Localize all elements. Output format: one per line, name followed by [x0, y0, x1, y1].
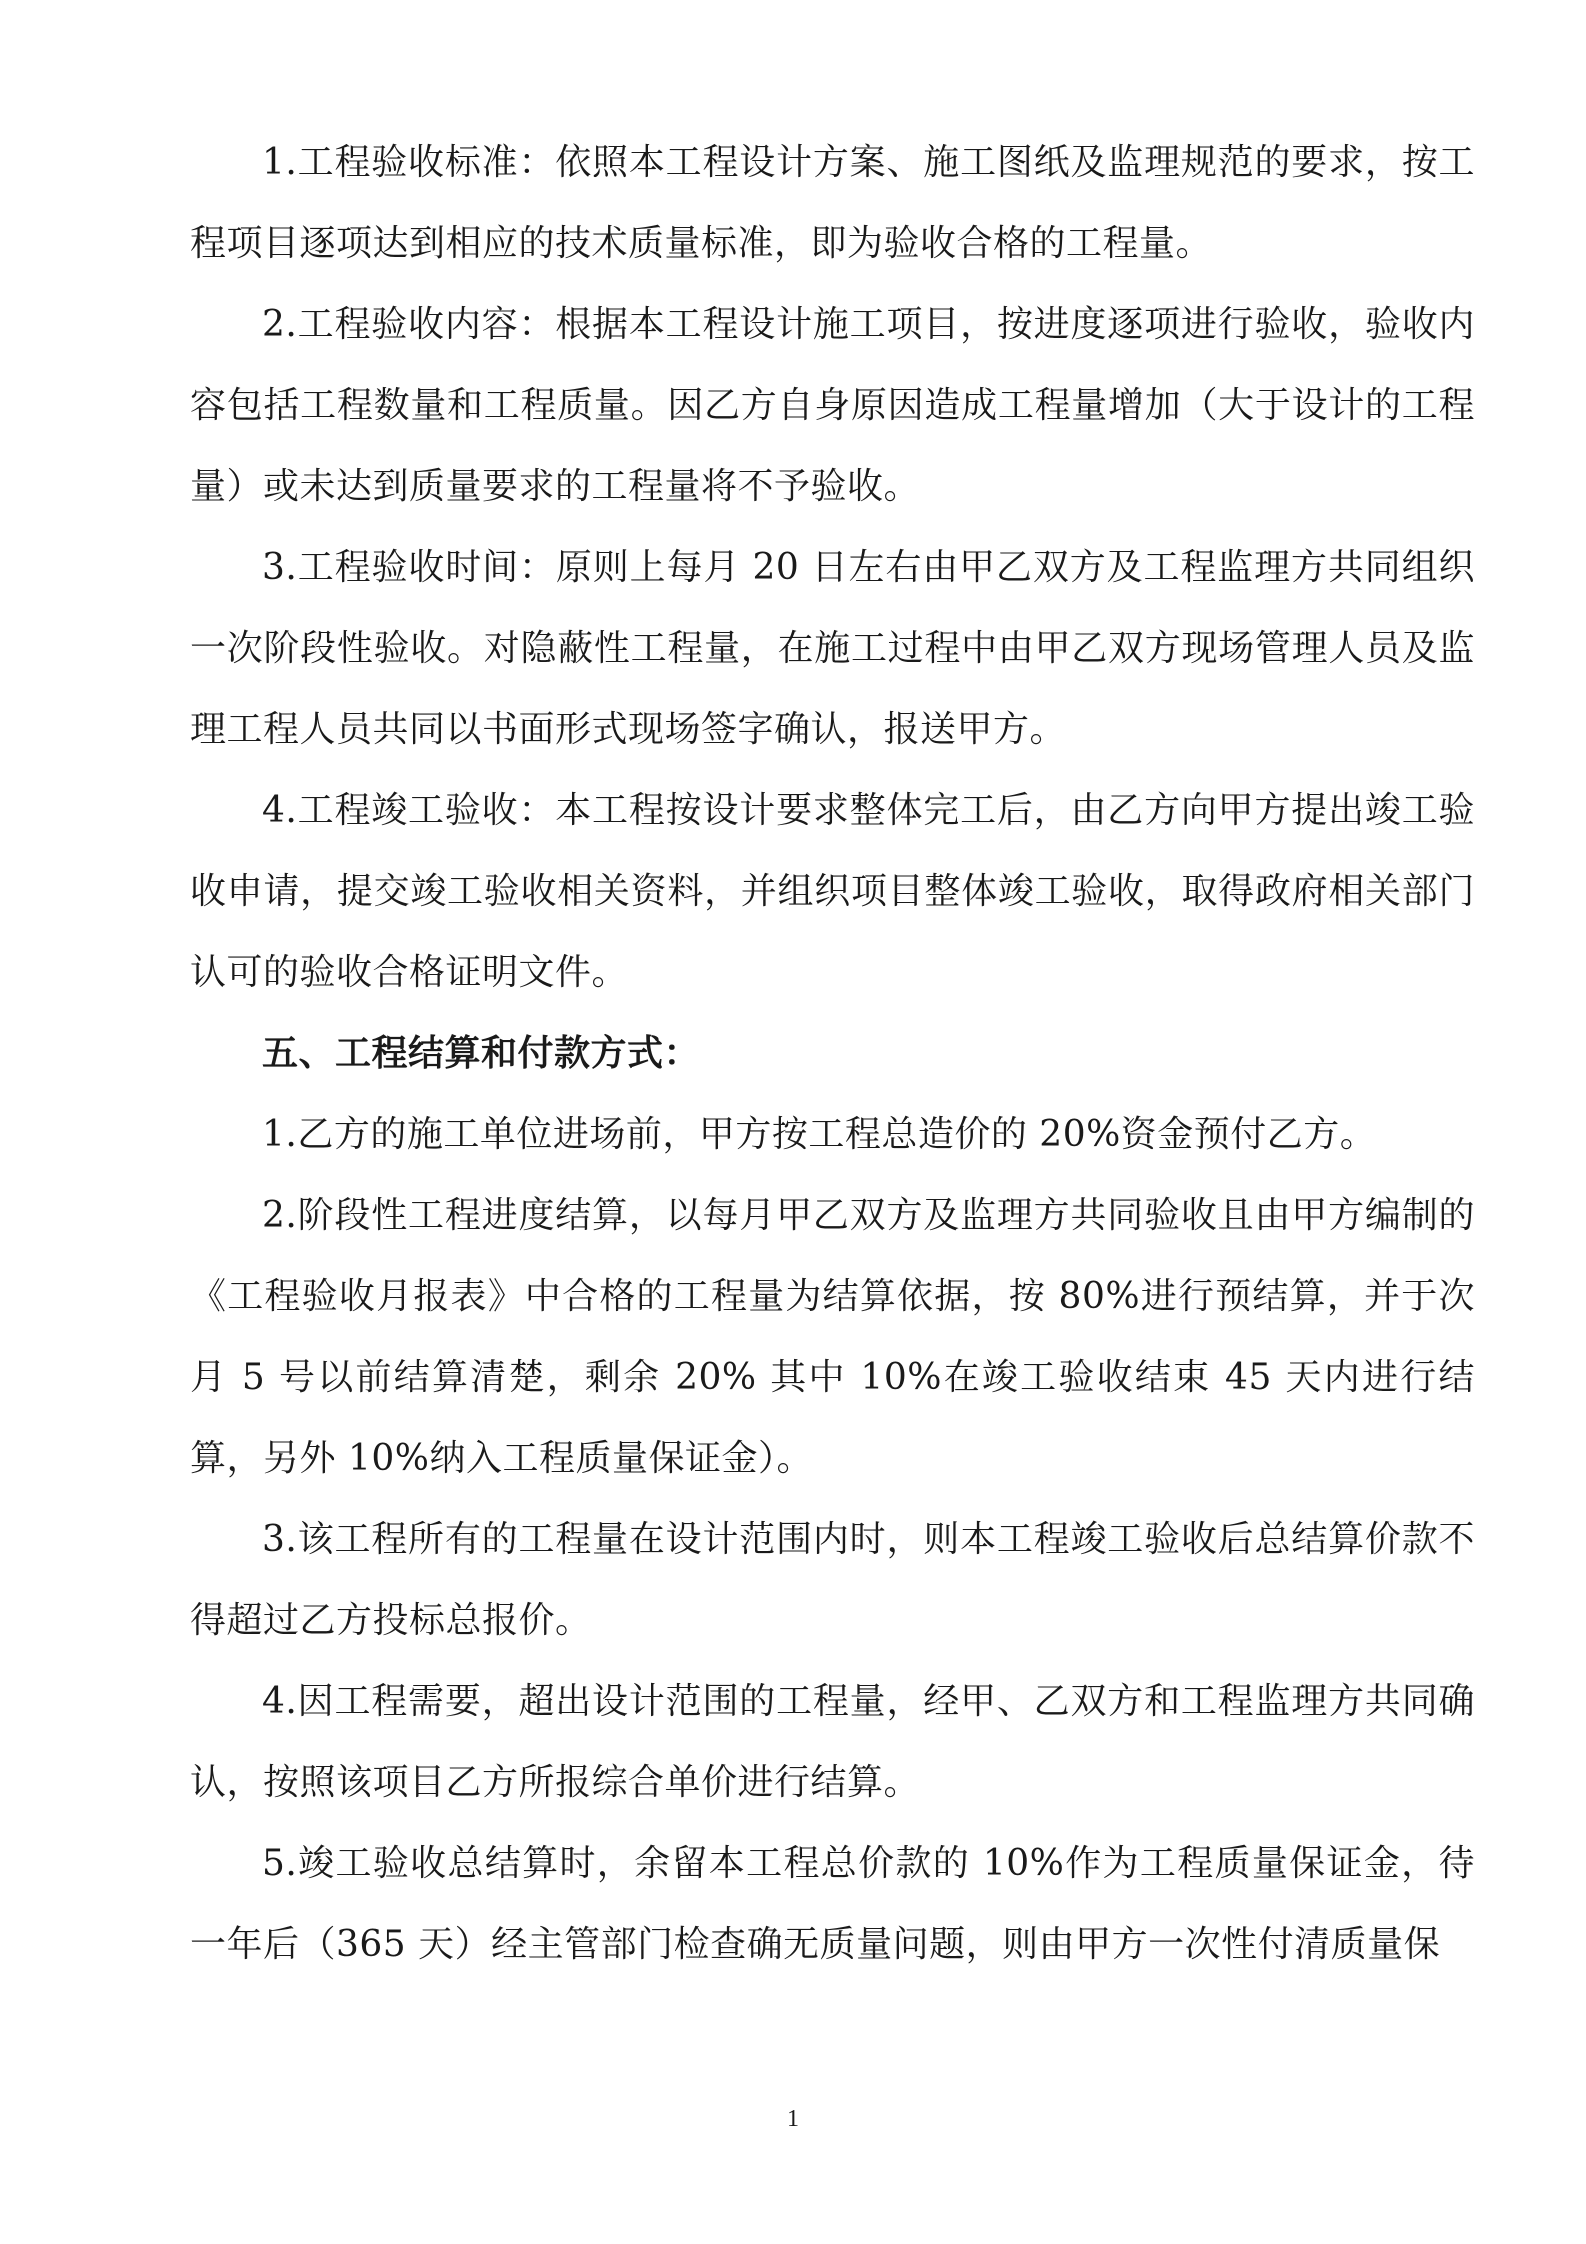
paragraph-retention: 5.竣工验收总结算时，余留本工程总价款的 10%作为工程质量保证金，待一年后（365 天）经主管部门检查确无质量问题，则由甲方一次性付清质量保 [190, 1843, 1475, 1965]
paragraph-extra-quantity: 4.因工程需要，超出设计范围的工程量，经甲、乙双方和工程监理方共同确认，按照该项目乙方所报综合单价进行结算。 [190, 1681, 1475, 1803]
paragraph-acceptance-standard: 1.工程验收标准：依照本工程设计方案、施工图纸及监理规范的要求，按工程项目逐项达到相应的技术质量标准，即为验收合格的工程量。 [190, 142, 1475, 264]
paragraph-acceptance-content: 2.工程验收内容：根据本工程设计施工项目，按进度逐项进行验收，验收内容包括工程数量和工程质量。因乙方自身原因造成工程量增加（大于设计的工程量）或未达到质量要求的工程量将不予验收。 [190, 304, 1475, 507]
paragraph-prepayment: 1.乙方的施工单位进场前，甲方按工程总造价的 20%资金预付乙方。 [262, 1114, 1377, 1155]
paragraph-stage-settlement: 2.阶段性工程进度结算，以每月甲乙双方及监理方共同验收且由甲方编制的《工程验收月报表》中合格的工程量为结算依据，按 80%进行预结算，并于次月 5 号以前结算清楚，剩余 20% 其中 10%在竣工验收结束 45 天内进行结算，另外 10%纳入工程质量保证金）。 [190, 1195, 1475, 1479]
document-body [190, 122, 1475, 1985]
paragraph-acceptance-time: 3.工程验收时间：原则上每月 20 日左右由甲乙双方及工程监理方共同组织一次阶段性验收。对隐蔽性工程量，在施工过程中由甲乙双方现场管理人员及监理工程人员共同以书面形式现场签字确认，报送甲方。 [190, 547, 1475, 750]
section-heading-settlement: 五、工程结算和付款方式： [262, 1032, 701, 1074]
paragraph-total-cap: 3.该工程所有的工程量在设计范围内时，则本工程竣工验收后总结算价款不得超过乙方投标总报价。 [190, 1519, 1475, 1641]
page-number: 1 [787, 2106, 799, 2132]
paragraph-completion-acceptance: 4.工程竣工验收：本工程按设计要求整体完工后，由乙方向甲方提出竣工验收申请，提交竣工验收相关资料，并组织项目整体竣工验收，取得政府相关部门认可的验收合格证明文件。 [190, 790, 1475, 993]
